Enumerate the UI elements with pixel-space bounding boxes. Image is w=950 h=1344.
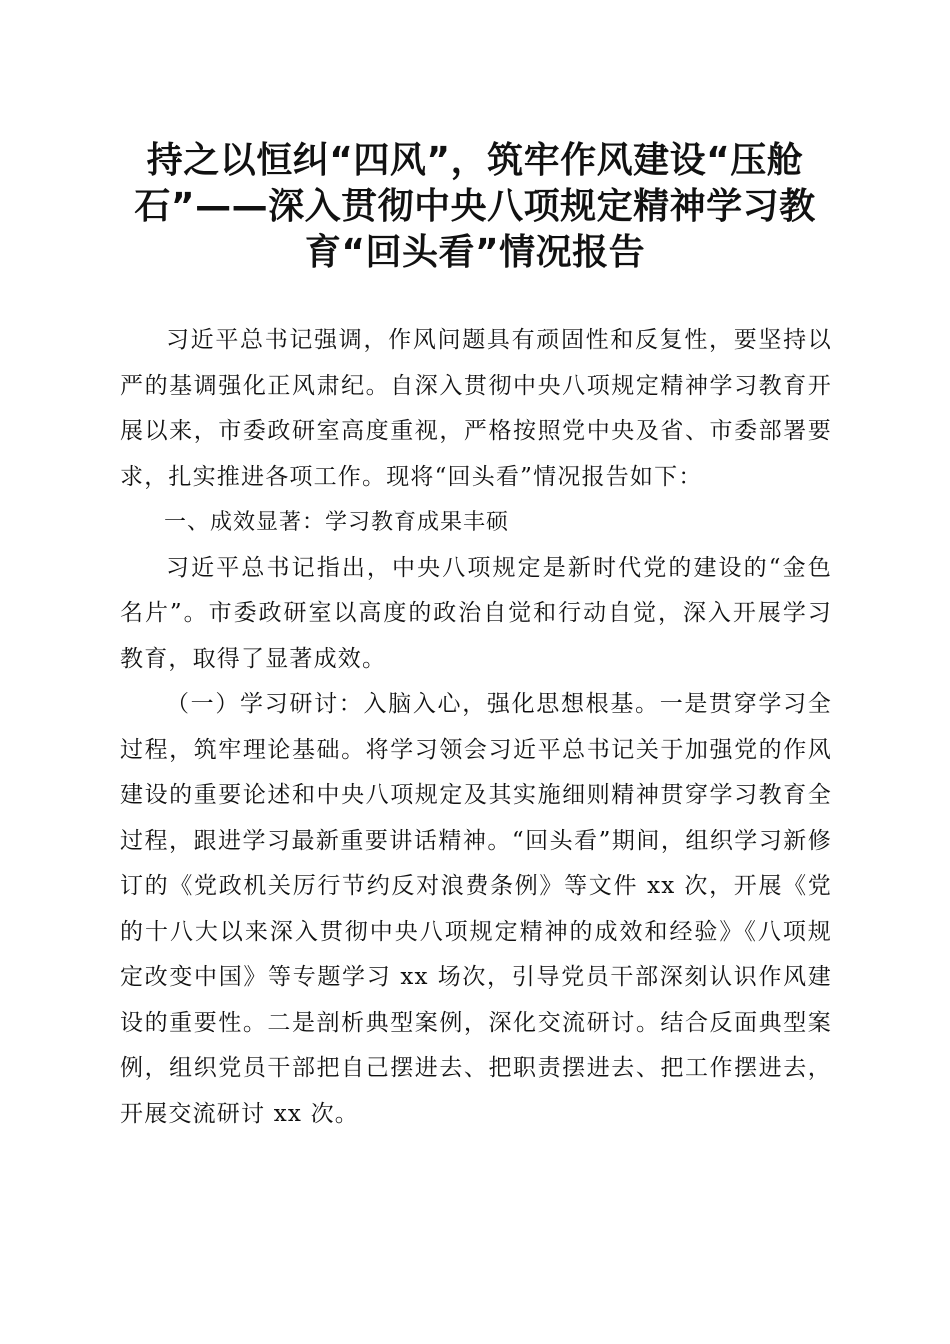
subsection-text: 一是贯穿学习全过程，筑牢理论基础。将学习领会习近平总书记关于加强党的作风建设的重要论述和中央八项规定及其实施细则精神贯穿学习教育全过程，跟进学习最新重要讲话精神。“回头看”期间，组织学习新修订的《党政机关厉行节约反对浪费条例》等文件 xx 次，开展《党的十八大以来深入贯彻中央八项规定精神的成效和经验》《八项规定改变中国》等专题学习 xx 场次，引导党员干部深刻认识作风建设的重要性。二是剖析典型案例，深化交流研讨。结合反面典型案例，组织党员干部把自己摆进去、把职责摆进去、把工作摆进去，开展交流研讨 xx 次。 — [120, 691, 832, 1127]
document-body — [120, 318, 832, 1137]
section-heading: 一、成效显著：学习教育成果丰硕 — [164, 510, 510, 535]
subsection-heading: （一）学习研讨：入脑入心，强化思想根基。 — [166, 691, 660, 717]
section-paragraph: 习近平总书记指出，中央八项规定是新时代党的建设的“金色名片”。市委政研室以高度的政治自觉和行动自觉，深入开展学习教育，取得了显著成效。 — [120, 554, 832, 672]
document-title: 持之以恒纠“四风”，筑牢作风建设“压舱石”——深入贯彻中央八项规定精神学习教育“回头看”情况报告 — [134, 140, 816, 273]
intro-paragraph: 习近平总书记强调，作风问题具有顽固性和反复性，要坚持以严的基调强化正风肃纪。自深入贯彻中央八项规定精神学习教育开展以来，市委政研室高度重视，严格按照党中央及省、市委部署要求，扎实推进各项工作。现将“回头看”情况报告如下： — [120, 327, 832, 490]
subsection-paragraph — [120, 682, 832, 1137]
